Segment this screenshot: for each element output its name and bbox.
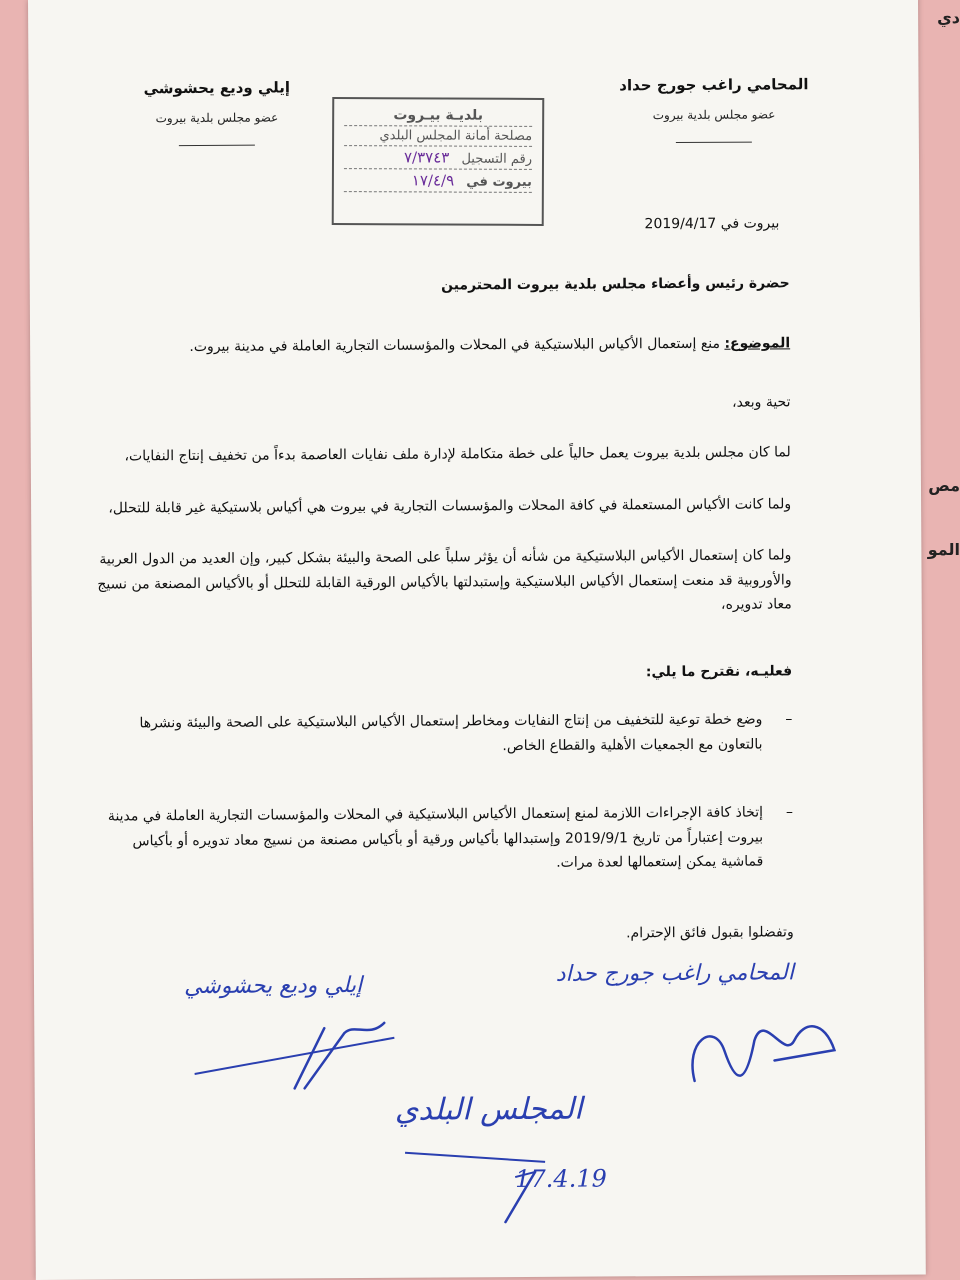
paragraph-2: ولما كانت الأكياس المستعملة في كافة المحلات والمؤسسات التجارية في بيروت هي أكياس بلاستيكية غير قابلة للتحلل، (108, 496, 792, 517)
sender-left-rule (179, 145, 255, 146)
stamp-date-value: ١٧/٤/٩ (411, 171, 455, 190)
closing-line: وتفضلوا بقبول فائق الإحترام. (626, 924, 794, 942)
registration-stamp (332, 97, 545, 226)
sender-left-name: إيلي وديع يحشوشي (143, 78, 291, 98)
signature-right (654, 1000, 855, 1101)
stamp-title: بلديـة بيـروت (344, 105, 532, 127)
stamp-date-label: بيروت في (466, 174, 532, 190)
addressee: حضرة رئيس وأعضاء مجلس بلدية بيروت المحترمين (441, 275, 790, 294)
stamp-date (344, 169, 532, 193)
subject-text: منع إستعمال الأكياس البلاستيكية في المحلات والمؤسسات التجارية العاملة في مدينة بيروت. (189, 335, 721, 356)
edge-text-lower: المو (927, 540, 960, 559)
bullet-text-2: إتخاذ كافة الإجراءات اللازمة لمنع إستعمال الأكياس البلاستيكية في المحلات والمؤسسات التجارية العاملة في مدينة بيروت إعتباراً من تاريخ 2019/9/1 وإستبدالها بأكياس ورقية أو بأكياس مصنعة من نسيج معاد تدويره أو بأكياس قماشية يمكن إستعمالها لعدة مرات. (107, 804, 764, 871)
handwritten-council: المجلس البلدي (394, 1091, 583, 1128)
proposal-title: فعليـه، نقترح ما يلي: (645, 663, 793, 681)
sender-right-name: المحامي راغب جورج حداد (619, 75, 809, 95)
sender-left-block (143, 78, 290, 146)
sender-right-role: عضو مجلس بلدية بيروت (652, 107, 776, 123)
letter-date: بيروت في 2019/4/17 (644, 215, 780, 233)
handwritten-right-name: المحامي راغب جورج حداد (555, 960, 795, 987)
bullet-item-1 (102, 707, 792, 760)
sender-right-rule (676, 142, 752, 143)
stamp-reg-label: رقم التسجيل (461, 151, 533, 167)
bullet-dash: – (785, 804, 794, 821)
edge-text-middle: مص (928, 476, 960, 495)
bullet-text-1: وضع خطة توعية للتخفيف من إنتاج النفايات ومخاطر إستعمال الأكياس البلاستيكية على الصحة والبيئة ونشرها بالتعاون مع الجمعيات الأهلية والقطاع الخاص. (139, 711, 763, 754)
stamp-registration (344, 146, 532, 170)
edge-text-top: دي (937, 8, 960, 27)
bullet-dash: – (785, 711, 793, 728)
stamp-reg-value: ٧/٣٧٤٣ (403, 148, 450, 167)
handwritten-left-name: إيلي وديع يحشوشي (183, 972, 363, 1000)
stamp-department: مصلحة أمانة المجلس البلدي (344, 126, 532, 147)
signature-left (194, 1018, 424, 1099)
handwritten-date: 17.4.19 (515, 1164, 607, 1194)
sender-left-role: عضو مجلس بلدية بيروت (155, 110, 279, 126)
subject-label: الموضوع: (724, 335, 791, 352)
bullet-item-2 (103, 800, 793, 878)
letter-page (28, 0, 926, 1280)
sender-right-block (619, 75, 809, 143)
greeting: تحية وبعد، (732, 394, 791, 411)
paragraph-1: لما كان مجلس بلدية بيروت يعمل حالياً على خطة متكاملة لإدارة ملف نفايات العاصمة بدءاً من تخفيف إنتاج النفايات، (124, 444, 791, 465)
paragraph-3: ولما كان إستعمال الأكياس البلاستيكية من شأنه أن يؤثر سلباً على الصحة والبيئة بشكل كبير، وإن العديد من الدول العربية والأوروبية قد منعت إستعمال الأكياس البلاستيكية وإستبدلتها بالأكياس الورقية القابلة للتحلل أو بالأكياس المصنعة من نسيج معاد تدويره، (97, 547, 792, 613)
subject-line (150, 335, 790, 355)
